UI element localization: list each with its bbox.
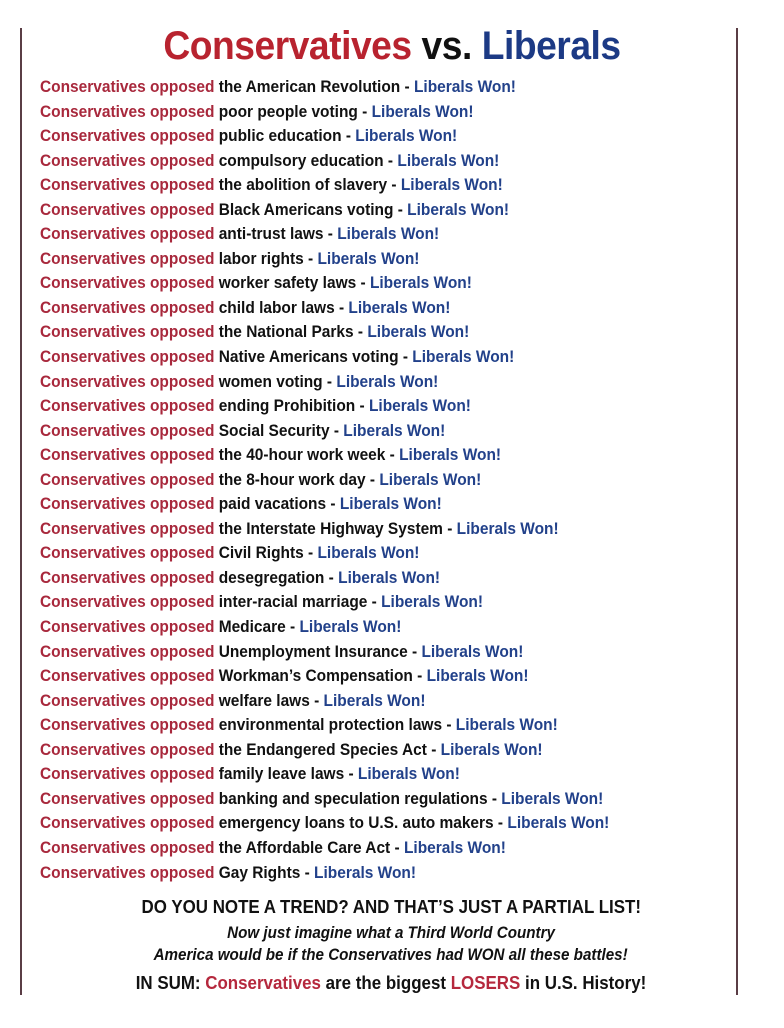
row-item: poor people voting [218,102,358,121]
row-item: banking and speculation regulations [218,789,488,808]
row-suffix: Liberals Won! [379,470,482,489]
row-separator: - [341,127,356,146]
row-separator: - [353,323,368,342]
row-item: the abolition of slavery [218,176,388,195]
row-prefix: Conservatives opposed [40,593,215,612]
row-separator: - [412,667,427,686]
row-prefix: Conservatives opposed [40,740,215,759]
list-item [40,419,709,444]
list-item [40,861,709,886]
row-item: Gay Rights [218,863,301,882]
list-item [40,713,709,738]
list-item [40,811,709,836]
row-item: the 8-hour work day [218,470,366,489]
row-separator: - [365,470,380,489]
row-suffix: Liberals Won! [348,298,451,317]
list-item [40,100,709,125]
row-suffix: Liberals Won! [456,519,559,538]
list-item [40,517,709,542]
row-prefix: Conservatives opposed [40,421,215,440]
row-item: inter-racial marriage [218,593,368,612]
row-separator: - [303,544,318,563]
row-separator: - [407,642,422,661]
list-item [40,590,709,615]
row-suffix: Liberals Won! [368,397,471,416]
row-suffix: Liberals Won! [357,765,460,784]
row-prefix: Conservatives opposed [40,618,215,637]
row-suffix: Liberals Won! [455,716,558,735]
row-suffix: Liberals Won! [507,814,610,833]
row-separator: - [390,838,404,857]
row-prefix: Conservatives opposed [40,691,215,710]
row-item: paid vacations [218,495,327,514]
row-prefix: Conservatives opposed [40,78,215,96]
list-item [40,198,709,223]
row-prefix: Conservatives opposed [40,397,215,416]
row-suffix: Liberals Won! [299,618,402,637]
row-suffix: Liberals Won! [426,667,529,686]
footer-imagine-line: Now just imagine what a Third World Country [227,924,555,942]
row-prefix: Conservatives opposed [40,151,215,170]
row-separator: - [324,568,339,587]
list-item [40,271,709,296]
row-suffix: Liberals Won! [343,421,446,440]
row-suffix: Liberals Won! [317,544,420,563]
row-separator: - [334,298,349,317]
footer-trend-line: DO YOU NOTE A TREND? AND THAT’S JUST A PARTIAL LIST! [141,897,642,917]
row-item: the Affordable Care Act [218,838,391,857]
row-prefix: Conservatives opposed [40,348,215,367]
row-prefix: Conservatives opposed [40,495,215,514]
row-prefix: Conservatives opposed [40,298,215,317]
list-item [40,222,709,247]
row-prefix: Conservatives opposed [40,225,215,244]
opposition-list [40,75,740,885]
summary-losers: LOSERS [450,973,521,993]
row-separator: - [487,789,502,808]
row-separator: - [385,446,400,465]
list-item [40,370,709,395]
row-separator: - [367,593,382,612]
row-suffix: Liberals Won! [314,863,416,882]
row-separator: - [344,765,358,784]
row-item: compulsory education [218,151,384,170]
row-item: Civil Rights [218,544,304,563]
row-item: Black Americans voting [218,200,394,219]
row-prefix: Conservatives opposed [40,274,215,293]
row-prefix: Conservatives opposed [40,544,215,563]
row-prefix: Conservatives opposed [40,519,215,538]
list-item [40,468,709,493]
row-prefix: Conservatives opposed [40,446,215,465]
list-item [40,738,709,763]
list-item [40,762,709,787]
row-item: Medicare [218,618,286,637]
row-suffix: Liberals Won! [336,372,439,391]
row-prefix: Conservatives opposed [40,667,215,686]
row-suffix: Liberals Won! [367,323,470,342]
row-suffix: Liberals Won! [407,200,510,219]
row-prefix: Conservatives opposed [40,470,215,489]
summary-conservatives: Conservatives [205,973,321,993]
row-item: environmental protection laws [218,716,443,735]
list-item [40,173,709,198]
list-item [40,124,709,149]
list-item [40,296,709,321]
row-item: Unemployment Insurance [218,642,408,661]
list-item [40,566,709,591]
summary-part1: IN SUM: [135,973,206,993]
row-suffix: Liberals Won! [403,838,506,857]
row-separator: - [426,740,441,759]
row-suffix: Liberals Won! [338,568,441,587]
row-prefix: Conservatives opposed [40,716,215,735]
row-prefix: Conservatives opposed [40,863,215,882]
row-suffix: Liberals Won! [355,127,458,146]
row-suffix: Liberals Won! [339,495,442,514]
list-item [40,615,709,640]
row-prefix: Conservatives opposed [40,200,215,219]
row-item: the 40-hour work week [218,446,386,465]
row-item: family leave laws [218,765,345,784]
list-item [40,345,709,370]
row-separator: - [493,814,508,833]
row-separator: - [442,519,457,538]
title-vs: vs. [411,24,482,68]
list-item [40,394,709,419]
list-item [40,443,709,468]
row-item: Social Security [218,421,330,440]
row-prefix: Conservatives opposed [40,102,215,121]
row-suffix: Liberals Won! [337,225,440,244]
row-suffix: Liberals Won! [381,593,484,612]
footer-summary-line [23,969,760,997]
row-prefix: Conservatives opposed [40,249,215,268]
row-item: Workman’s Compensation [218,667,413,686]
list-item [40,247,709,272]
row-prefix: Conservatives opposed [40,176,215,195]
row-prefix: Conservatives opposed [40,814,215,833]
row-suffix: Liberals Won! [317,249,420,268]
list-item [40,664,709,689]
row-suffix: Liberals Won! [421,642,524,661]
row-prefix: Conservatives opposed [40,323,215,342]
left-frame-border [20,28,22,995]
row-suffix: Liberals Won! [397,151,500,170]
row-item: welfare laws [218,691,310,710]
title-liberals: Liberals [481,24,621,68]
row-separator: - [322,372,337,391]
row-prefix: Conservatives opposed [40,789,215,808]
row-item: women voting [218,372,323,391]
row-item: the American Revolution [218,78,401,96]
row-separator: - [355,397,369,416]
footer-battles-line: America would be if the Conservatives had WON all these battles! [153,946,628,964]
row-item: child labor laws [218,298,335,317]
row-separator: - [357,102,372,121]
row-item: the Interstate Highway System [218,519,443,538]
list-item [40,640,709,665]
list-item [40,836,709,861]
summary-part5: in U.S. History! [520,973,647,993]
row-prefix: Conservatives opposed [40,372,215,391]
title-conservatives: Conservatives [163,24,412,68]
row-separator: - [326,495,340,514]
row-item: desegregation [218,568,325,587]
row-prefix: Conservatives opposed [40,642,215,661]
row-item: ending Prohibition [218,397,356,416]
row-prefix: Conservatives opposed [40,765,215,784]
row-item: the National Parks [218,323,354,342]
row-separator: - [398,348,413,367]
row-prefix: Conservatives opposed [40,838,215,857]
row-suffix: Liberals Won! [413,78,516,96]
row-suffix: Liberals Won! [412,348,515,367]
list-item [40,75,709,100]
row-suffix: Liberals Won! [369,274,472,293]
summary-part3: are the biggest [320,973,451,993]
list-item [40,689,709,714]
row-suffix: Liberals Won! [323,691,426,710]
row-suffix: Liberals Won! [400,176,503,195]
row-separator: - [323,225,338,244]
row-item: emergency loans to U.S. auto makers [218,814,494,833]
list-item [40,320,709,345]
list-item [40,787,709,812]
page-title [27,22,756,70]
row-item: public education [218,127,342,146]
row-suffix: Liberals Won! [399,446,502,465]
row-prefix: Conservatives opposed [40,568,215,587]
row-suffix: Liberals Won! [501,789,604,808]
row-suffix: Liberals Won! [371,102,474,121]
row-prefix: Conservatives opposed [40,127,215,146]
row-item: anti-trust laws [218,225,324,244]
row-separator: - [300,863,315,882]
row-separator: - [383,151,398,170]
list-item [40,492,709,517]
row-item: the Endangered Species Act [218,740,427,759]
list-item [40,149,709,174]
row-item: worker safety laws [218,274,357,293]
row-separator: - [442,716,456,735]
row-item: Native Americans voting [218,348,399,367]
row-separator: - [303,249,318,268]
row-suffix: Liberals Won! [440,740,543,759]
row-item: labor rights [218,249,304,268]
row-separator: - [393,200,408,219]
row-separator: - [356,274,370,293]
list-item [40,541,709,566]
row-separator: - [387,176,401,195]
row-separator: - [400,78,414,96]
row-separator: - [309,691,324,710]
row-separator: - [329,421,344,440]
row-separator: - [285,618,300,637]
